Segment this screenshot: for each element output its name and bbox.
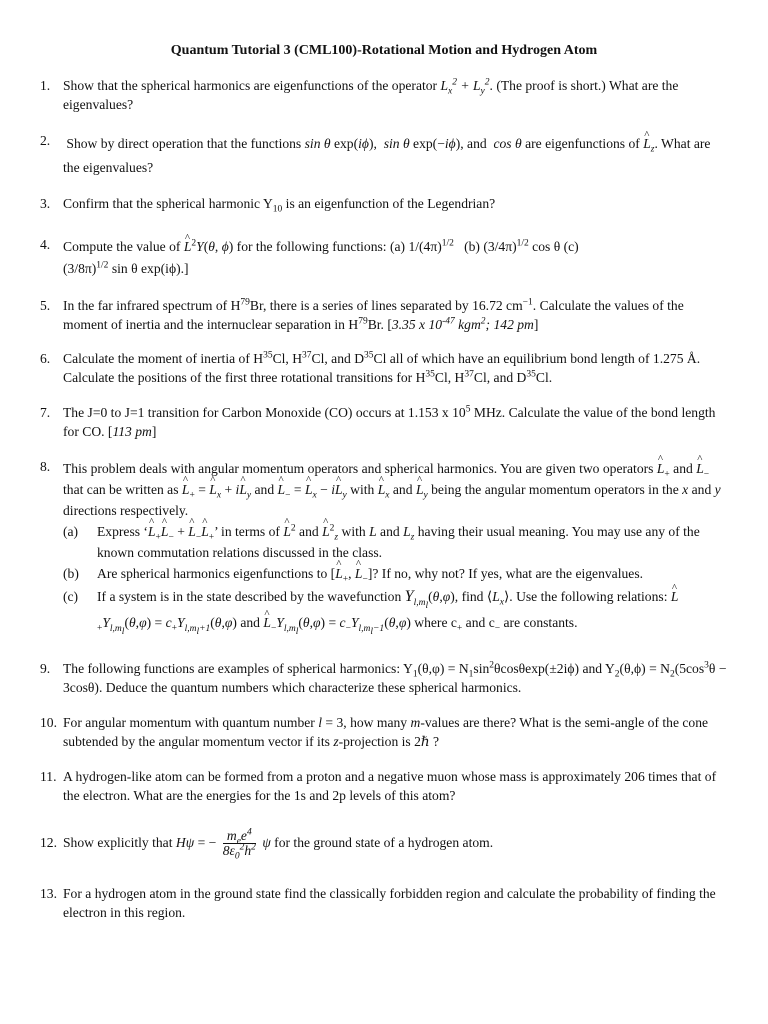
question-number: 5. — [40, 298, 51, 313]
question-number: 6. — [40, 351, 51, 366]
question-4: 4. Compute the value of ^ $L^2Y(\theta$, ϕ) for the following functions: (a) $1/(4\pi)^{1/2}$ (b) $(3/4\pi)^{1/2}$ cos θ (c) $(3/8\pi)^{1/2}$ sin θ exp(iϕ).] — [40, 236, 730, 280]
question-8: 8. This problem deals with angular momentum operators and spherical harmonics. You are given two operators ^ $L_+$ and ^ $L_-$ that can be written as ^ $L_+$ = ^ $L_x$ + i^ $L_y$ and ^ $L_-$ = ^ $L_x$ − i^ $L_y$ with ^ $L_x$ and ^ $L_y$ being the angular momentum operators in the x and y directions respectively. (a) Express ‘^ $L_+\^{}$ $L_-$ + ^ $L_-\^{}$ $L_+$’ in terms of ^ $L^2$ and ^ $L^2_z$ with L and $L_z$ having their usual meaning. You may use any of the known commutation relations discussed in the class. (b) Are spherical harmonics eigenfunctions to [^ $L_+$, ^ $L_-$]? If no, why not? If yes, what are the eigenvalues. (c) If a system is in the state described by the wavefunction $Y_{l,m_l}(\theta,\varphi)$, find $⟨L_x⟩$. Use the following relations: ^ $L_+Y_{l,m_l}(\theta,\varphi) = c_+Y_{l,m_l+1}(\theta,\varphi)$ and ^ $L_-Y_{l,m_l}(\theta,\varphi) = c_-Y_{l,m_l-1}(\theta,\varphi)$ where $c_+$ and $c_-$ are constants. — [40, 458, 730, 636]
question-6: 6. Calculate the moment of inertia of $H^{35}Cl$, $H^{37}Cl$, and $D^{35}Cl$ all of which have an equilibrium bond length of 1.275 Å. Calculate the positions of the first three rotational transitions for $H^{35}Cl$, $H^{37}Cl$, and $D^{35}Cl$. — [40, 350, 701, 385]
question-number: 9. — [40, 661, 51, 676]
question-8b: (b) Are spherical harmonics eigenfunctions to [^ $L_+$, ^ $L_-$]? If no, why not? If yes, what are the eigenvalues. — [63, 563, 730, 584]
question-number: 3. — [40, 196, 51, 211]
question-10: 10. For angular momentum with quantum number l = 3, how many m-values are there? What is the semi-angle of the cone subtended by the angular momentum vector if its z-projection is 2ℏ ? — [40, 715, 709, 749]
question-11: 11. A hydrogen-like atom can be formed from a proton and a negative muon whose mass is approximately 206 times that of the electron. What are the energies for the 1s and 2p levels of this atom? — [40, 769, 717, 803]
question-1: 1. Show that the spherical harmonics are eigenfunctions of the operator $L_x^2 + L_y^2$. (The proof is short.) What are the eigenvalues? — [40, 77, 679, 112]
question-12: 12. Show explicitly that Hψ = − $\frac{m_ee^4}{8\varepsilon_0^2h^2}$ ψ for the ground state of a hydrogen atom. — [40, 827, 494, 863]
question-number: 8. — [40, 459, 51, 474]
question-number: 2. — [40, 133, 51, 148]
question-number: 7. — [40, 405, 51, 420]
question-number: 13. — [40, 886, 57, 901]
question-13: 13. For a hydrogen atom in the ground state find the classically forbidden region and calculate the probability of finding the electron in this region. — [40, 886, 716, 920]
question-2: 2. Show by direct operation that the functions sin θ exp(iϕ), sin θ exp(−iϕ), and cos θ are eigenfunctions of ^ $L_z$. What are the eigenvalues? — [40, 132, 730, 180]
question-number: 11. — [40, 769, 57, 784]
question-5: 5. In the far infrared spectrum of $H^{79}Br$, there is a series of lines separated by 16.72 $cm^{-1}$. Calculate the values of the moment of inertia and the internuclear separation in $H^{79}Br$. [3.35 x $10^{-47}$ kgm$^2$; 142 pm] — [40, 297, 684, 332]
page-title: Quantum Tutorial 3 (CML100)-Rotational Motion and Hydrogen Atom — [170, 43, 598, 58]
question-number: 1. — [40, 78, 51, 93]
question-3: 3. Confirm that the spherical harmonic $Y_{10}$ is an eigenfunction of the Legendrian? — [40, 196, 496, 215]
question-number: 10. — [40, 715, 57, 730]
question-8a: (a) Express ‘^ $L_+\^{}$ $L_-$ + ^ $L_-\^{}$ $L_+$’ in terms of ^ $L^2$ and ^ $L^2_z$ with L and $L_z$ having their usual meaning. You may use any of the known commutation relations discussed in the class. — [63, 521, 730, 563]
question-7: 7. The J=0 to J=1 transition for Carbon Monoxide (CO) occurs at 1.153 x $10^5$ MHz. Calculate the value of the bond length for CO. [113 pm] — [40, 404, 716, 439]
question-8c: (c) If a system is in the state described by the wavefunction $Y_{l,m_l}(\theta,\varphi)$, find $⟨L_x⟩$. Use the following relations: ^ $L_+Y_{l,m_l}(\theta,\varphi) = c_+Y_{l,m_l+1}(\theta,\varphi)$ and ^ $L_-Y_{l,m_l}(\theta,\varphi) = c_-Y_{l,m_l-1}(\theta,\varphi)$ where $c_+$ and $c_-$ are constants. — [63, 584, 730, 636]
hamiltonian-fraction: $\frac{m_ee^4}{8\varepsilon_0^2h^2}$ — [222, 827, 256, 863]
question-number: 12. — [40, 835, 57, 850]
question-9: 9. The following functions are examples of spherical harmonics: $Y_1(\theta,\varphi) = N_1\sin^2\theta\cos\theta\exp(\pm 2i\phi)$ and $Y_2(\theta,\phi) = N_2(5\cos^3\theta - 3\cos\theta)$. Deduce the quantum numbers which characterize these spherical harmonics. — [40, 660, 727, 695]
question-number: 4. — [40, 237, 51, 252]
